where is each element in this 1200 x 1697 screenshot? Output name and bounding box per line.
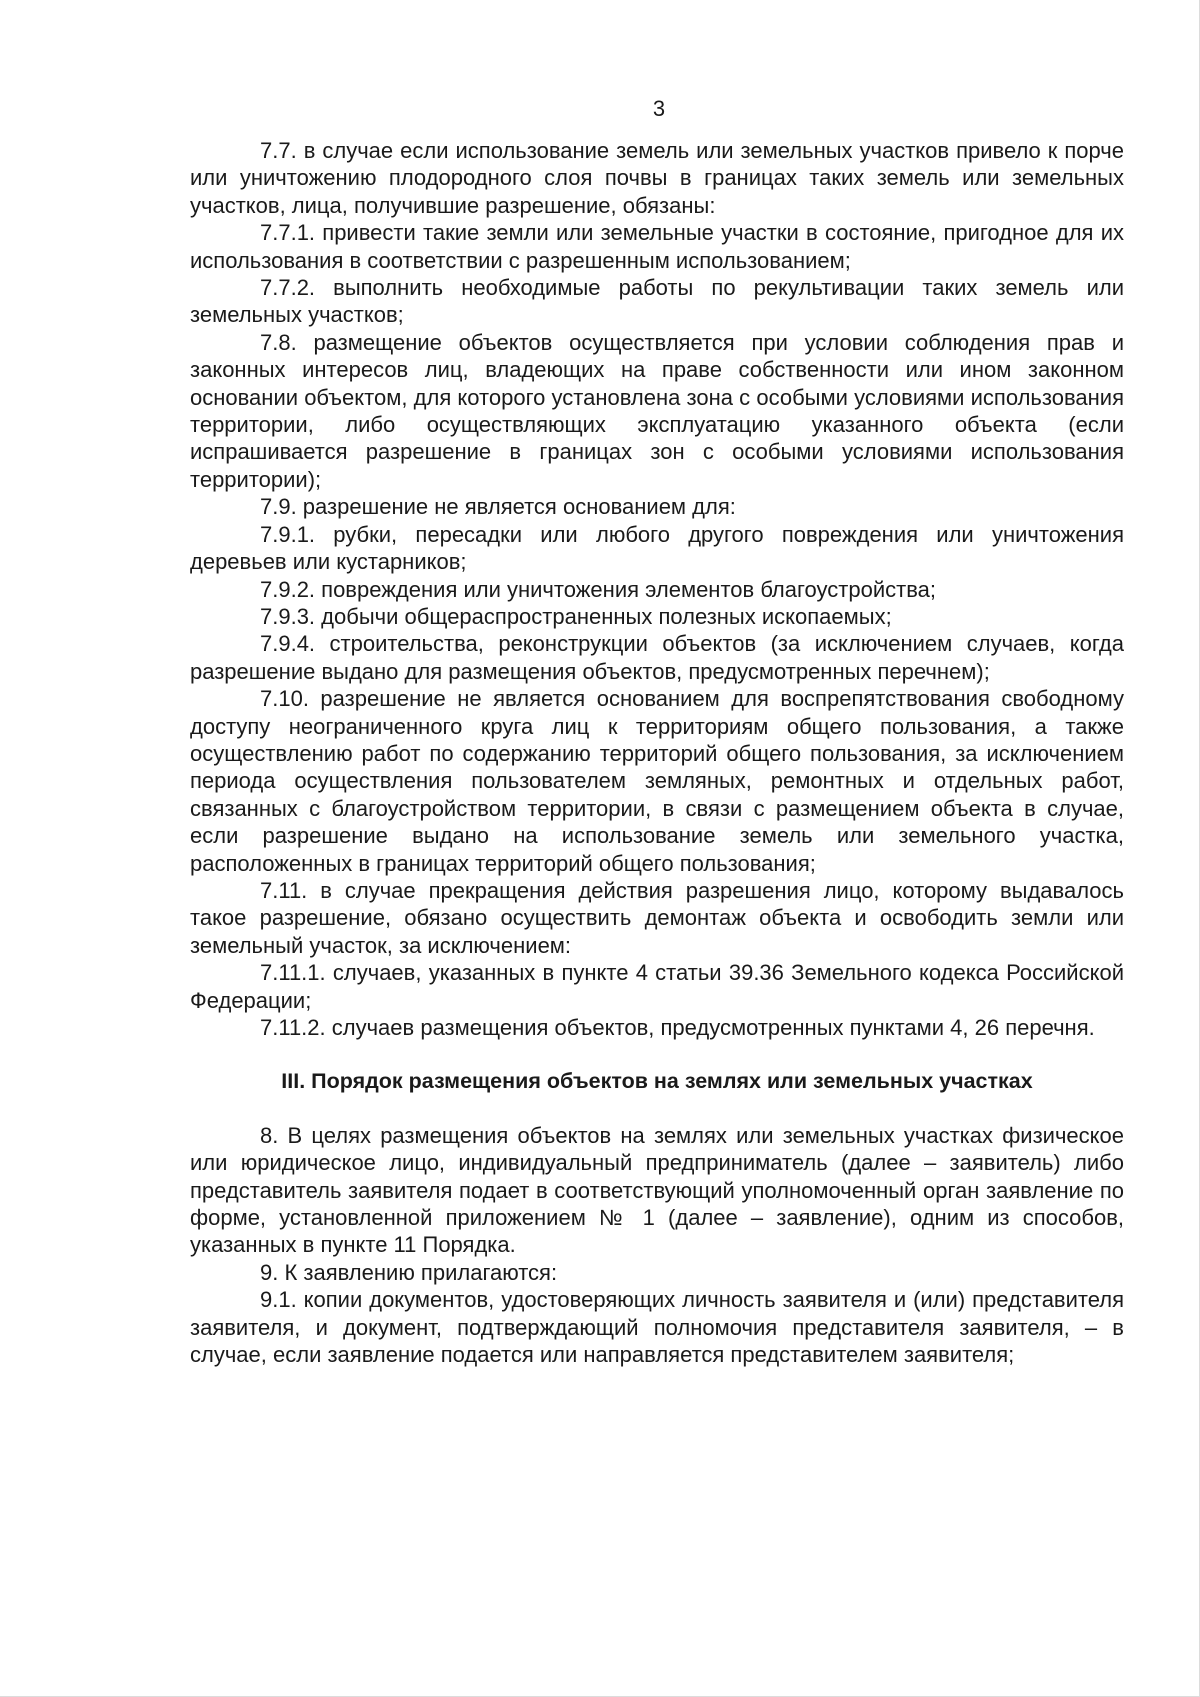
paragraph-7-11-2: 7.11.2. случаев размещения объектов, предусмотренных пунктами 4, 26 перечня. [260,1015,1095,1040]
paragraph-7-9-1: 7.9.1. рубки, пересадки или любого другого повреждения или уничтожения деревьев или кустарников; [190,521,1124,575]
paragraph-7-11-1: 7.11.1. случаев, указанных в пункте 4 статьи 39.36 Земельного кодекса Российской Федерации; [190,960,1124,1013]
paragraph-7-9: 7.9. разрешение не является основанием для: [260,494,736,520]
paragraph-7-10: 7.10. разрешение не является основанием для воспрепятствования свободному доступу неограниченного круга лиц к территориям общего пользования, а также осуществлению работ по содержанию территорий общего пользования, за исключением периода осуществления пользователем земляных, ремонтных и отдельных работ, связанных с благоустройством территории, в связи с размещением объекта в случае, если разрешение выдано на использование земель или земельного участка, расположенных в границах территорий общего пользования; [190,686,1124,876]
paragraph-9: 9. К заявлению прилагаются: [260,1259,558,1285]
paragraph-7-9-3: 7.9.3. добычи общераспространенных полезных ископаемых; [260,603,892,629]
document-body [190,137,1124,1368]
paragraph-7-9-2: 7.9.2. повреждения или уничтожения элементов благоустройства; [260,576,936,602]
paragraph-8: 8. В целях размещения объектов на землях или земельных участках физическое или юридическое лицо, индивидуальный предприниматель (далее – заявитель) либо представитель заявителя подает в соответствующий уполномоченный орган заявление по форме, установленной приложением № 1 (далее – заявление), одним из способов, указанных в пункте 11 Порядка. [190,1122,1124,1258]
paragraph-7-7-2: 7.7.2. выполнить необходимые работы по рекультивации таких земель или земельных участков; [190,275,1124,328]
paragraph-9-1: 9.1. копии документов, удостоверяющих личность заявителя и (или) представителя заявителя, и документ, подтверждающий полномочия представителя заявителя, – в случае, если заявление подается или направляется представителем заявителя; [190,1287,1124,1368]
page-number: 3 [652,96,666,121]
paragraph-7-8: 7.8. размещение объектов осуществляется при условии соблюдения прав и законных интересов лиц, владеющих на праве собственности или ином законном основании объектом, для которого установлена зона с особыми условиями использования территории, либо осуществляющих эксплуатацию указанного объекта (если испрашивается разрешение в границах зон с особыми условиями использования территории); [190,329,1124,492]
paragraph-7-7-1: 7.7.1. привести такие земли или земельные участки в состояние, пригодное для их использования в соответствии с разрешенным использованием; [190,220,1124,273]
section-heading: III. Порядок размещения объектов на землях или земельных участках [281,1069,1033,1094]
paragraph-7-9-4: 7.9.4. строительства, реконструкции объектов (за исключением случаев, когда разрешение выдано для размещения объектов, предусмотренных перечнем); [190,631,1124,684]
paragraph-7-7: 7.7. в случае если использование земель или земельных участков привело к порче или уничтожению плодородного слоя почвы в границах таких земель или земельных участков, лица, получившие разрешение, обязаны: [190,138,1124,218]
paragraph-7-11: 7.11. в случае прекращения действия разрешения лицо, которому выдавалось такое разрешение, обязано осуществить демонтаж объекта и освободить земли или земельный участок, за исключением: [190,877,1124,958]
